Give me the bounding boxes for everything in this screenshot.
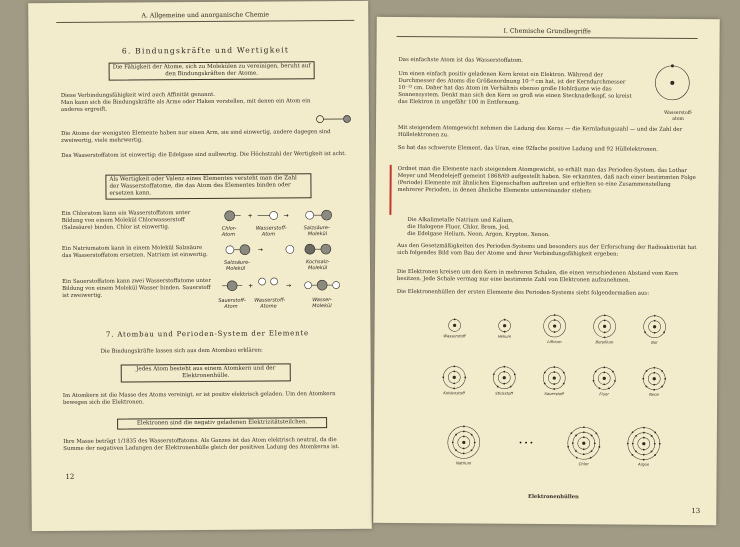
label-salzsaeure: Salzsäure- bbox=[223, 259, 251, 266]
svg-text:Atome: Atome bbox=[260, 303, 277, 310]
definition-box-elektronen: Elektronen sind die negativ geladenen Elektrizitätsteilchen. bbox=[117, 417, 327, 429]
running-header: I. Chemische Grundbegriffe bbox=[397, 27, 698, 39]
label-wasser-molekuel: Wasser- bbox=[312, 297, 332, 304]
diagram-wasser bbox=[218, 275, 358, 316]
svg-text:Molekül: Molekül bbox=[307, 231, 328, 238]
paragraph-sauerstoff: Ein Sauerstoffatom kann zwei Wasserstoffatome unter Bildung von einem Molekül Wasser binden. Sauerstoff ist zweiwertig. bbox=[62, 277, 211, 299]
section-title-7: 7. Atombau und Perioden-System der Elemente bbox=[105, 329, 309, 339]
page-number: 12 bbox=[65, 472, 75, 481]
atom-chlor bbox=[567, 426, 600, 466]
paragraph-wasserstoff: Das Wasserstoffatom ist einwertig; die Edelgase sind nullwertig. Die Höchstzahl der Wertigkeit ist acht. bbox=[61, 150, 347, 159]
atom-natrium bbox=[448, 425, 480, 465]
running-header: A. Allgemeine und anorganische Chemie bbox=[56, 11, 354, 23]
paragraph-affinitaet: Diese Verbindungsfähigkeit wird auch Affinität genannt. Man kann sich die Bindungskräfte als Arme oder Haken vorstellen, mit denen ein Atom ein anderes ergreift. bbox=[60, 91, 311, 113]
atom-argon-label: Argon bbox=[637, 461, 650, 467]
atom-beryllium bbox=[593, 314, 615, 344]
paragraph-schalen: Die Elektronen kreisen um den Kern in mehreren Schalen, die einen verschiedenen Abstand vom Kern besitzen. Jede Schale vermag nur eine bestimmte Zahl von Elektronen aufzunehmen. bbox=[396, 268, 679, 284]
svg-text:Atom: Atom bbox=[261, 231, 276, 238]
paragraph-elementgruppen: Die Alkalimetalle Natrium und Kalium, die Halogene Fluor, Chlor, Brom, Jod, die Edelgase Helium, Neon, Argon, Krypton, Xenon. bbox=[407, 217, 550, 238]
atom-helium-label: Helium bbox=[497, 333, 512, 339]
atom-neon-label: Neon bbox=[649, 391, 660, 397]
atom-kohlenstoff bbox=[442, 365, 466, 395]
atom-fluor-label: Fluor bbox=[599, 391, 609, 397]
paragraph-atomkern: Im Atomkern ist die Masse des Atoms vereinigt, er ist positiv elektrisch geladen. Um den Atomkern bewegen sich die Elektronen. bbox=[62, 391, 336, 406]
label-wasserstoff-atome: Wasserstoff- bbox=[254, 297, 286, 304]
definition-box-atom: Jedes Atom besteht aus einem Atomkern und der Elektronenhülle. bbox=[121, 363, 291, 382]
ellipsis-more-elements: • • • bbox=[518, 439, 534, 447]
paragraph-chlor: Ein Chloratom kann ein Wasserstoffatom unter Bildung von einem Molekül Chlorwasserstoff (Salzsäure) binden. Chlor ist einwertig. bbox=[61, 210, 191, 231]
svg-text:Atom: Atom bbox=[221, 231, 236, 238]
label-sauerstoff-atom: Sauerstoff- bbox=[218, 297, 246, 304]
svg-text:+: + bbox=[248, 282, 254, 290]
label-wasserstoff-atom: Wasserstoff- bbox=[255, 225, 287, 232]
svg-text:+: + bbox=[247, 212, 253, 220]
paragraph-elektronenhuellen: Die Elektronenhüllen der ersten Elemente des Perioden-Systems sieht folgendermaßen aus: bbox=[396, 288, 650, 297]
atom-kohlenstoff-label: Kohlenstoff bbox=[443, 390, 465, 396]
figure-caption: Elektronenhüllen bbox=[527, 493, 579, 501]
paragraph-uran: So hat das schwerste Element, das Uran, eine 92fache positive Ladung und 92 Hüllelektronen. bbox=[397, 144, 658, 153]
atom-neon bbox=[642, 367, 666, 397]
paragraph-kernladungszahl: Mit steigendem Atomgewicht nehmen die Ladung des Kerns — die Kernladungszahl — und die Zahl der Hüllelektronen zu. bbox=[397, 124, 683, 139]
svg-text:→: → bbox=[257, 246, 263, 254]
label-kochsalz: Kochsalz- bbox=[305, 259, 330, 266]
definition-box-bindungskraefte: Die Fähigkeit der Atome, sich zu Molekülen zu vereinigen, beruht auf den Bindungskräften der Atome. bbox=[109, 61, 315, 80]
svg-text:Molekül: Molekül bbox=[307, 265, 328, 272]
atom-sauerstoff-label: Sauerstoff bbox=[544, 390, 564, 397]
hydrogen-atom-label: Wasserstoff- atom bbox=[663, 110, 693, 122]
atom-helium bbox=[498, 319, 512, 339]
margin-marker-bar bbox=[389, 165, 391, 215]
atom-lithium bbox=[543, 314, 565, 344]
atom-wasserstoff bbox=[443, 318, 467, 338]
diagram-kochsalz bbox=[218, 241, 358, 278]
atom-natrium-label: Natrium bbox=[455, 460, 472, 466]
atom-beryllium-label: Beryllium bbox=[595, 339, 614, 345]
definition-box-wertigkeit: Als Wertigkeit oder Valenz eines Elementes versteht man die Zahl der Wasserstoffatome, die das Atom des Elementes binden oder ersetzen kann. bbox=[105, 173, 311, 199]
atom-bor bbox=[643, 315, 665, 345]
atom-bor-label: Bor bbox=[651, 339, 658, 345]
atom-stickstoff bbox=[493, 366, 516, 396]
svg-text:Molekül: Molekül bbox=[225, 265, 246, 272]
right-page bbox=[373, 17, 720, 525]
svg-text:→: → bbox=[286, 282, 292, 290]
atom-argon bbox=[627, 427, 661, 467]
atom-lithium-label: Lithium bbox=[547, 339, 562, 345]
atom-chlor-label: Chlor bbox=[578, 461, 589, 467]
hook-atoms-illustration bbox=[315, 113, 353, 125]
atom-stickstoff-label: Stickstoff bbox=[495, 390, 514, 396]
paragraph-wertig: Die Atome der wenigsten Elemente haben nur einen Arm, sie sind einwertig, andere dagegen sind zweiwertig, viele mehrwertig. bbox=[61, 129, 331, 144]
paragraph-atombau: Die Bindungskräfte lassen sich aus dem Atombau erklären: bbox=[100, 347, 263, 355]
paragraph-gesetzmaessigkeiten: Aus den Gesetzmäßigkeiten des Perioden-Systems und besonders aus der Erforschung der Radioaktivität hat sich folgendes Bild vom Bau der Atome und ihrer Verbindungsfähigkeit ergeben: bbox=[397, 242, 697, 258]
left-page bbox=[28, 1, 372, 531]
atom-sauerstoff bbox=[543, 366, 565, 396]
svg-text:Atom: Atom bbox=[224, 303, 238, 310]
atom-fluor bbox=[593, 366, 616, 396]
diagram-chlorwasserstoff bbox=[218, 207, 358, 244]
svg-text:→: → bbox=[283, 212, 289, 220]
electron-shells-figure bbox=[433, 307, 674, 499]
paragraph-wasserstoffatom: Um einen einfach positiv geladenen Kern kreist ein Elektron. Während der Durchmesser des Atoms die Größenordnung 10⁻⁸ cm hat, ist der Kerndurchmesser 10⁻¹² cm. Daher hat das Atom im Verhältnis ebenso große Hohlräume wie das Sonnensystem. Denkt man sich den Kern so groß wie einen Stecknadelkopf, so kreist das Elektron in ungefähr 100 m Entfernung. bbox=[398, 70, 632, 106]
atom-wasserstoff-label: Wasserstoff bbox=[443, 333, 466, 339]
paragraph-einfachstes-atom: Das einfachste Atom ist das Wasserstoffatom. bbox=[398, 56, 524, 64]
paragraph-natrium: Ein Natriumatom kann in einem Molekül Salzsäure das Wasserstoffatom ersetzen. Natrium ist einwertig. bbox=[61, 244, 208, 259]
page-number: 13 bbox=[691, 507, 701, 516]
paragraph-perioden-system: Ordnet man die Elemente nach steigendem Atomgewicht, so erhält man das Perioden-System, das Lothar Meyer und Mendelejeff gemeint 1868/69 aufgestellt haben. Sie erkannten, daß nach einer bestimmten Folge (Periode) Elemente mit ähnlichen Eigenschaften auftreten und erhielten so eine Zusammenstellung mehrerer Perioden, in denen ähnliche Elemente untereinander stehen: bbox=[397, 165, 696, 195]
section-title-6: 6. Bindungskräfte und Wertigkeit bbox=[121, 45, 290, 56]
svg-text:Molekül: Molekül bbox=[312, 303, 332, 310]
label-salzsaeure-molekuel: Salzsäure- bbox=[303, 225, 330, 232]
paragraph-masse: Ihre Masse beträgt 1/1835 des Wasserstoffatoms. Als Ganzes ist das Atom elektrisch neutral, da die Summe der negativen Ladungen der Elektronenhülle gleich der positiven Ladung des Atomkerns ist. bbox=[63, 437, 340, 452]
label-chlor-atom: Chlor- bbox=[221, 225, 237, 232]
